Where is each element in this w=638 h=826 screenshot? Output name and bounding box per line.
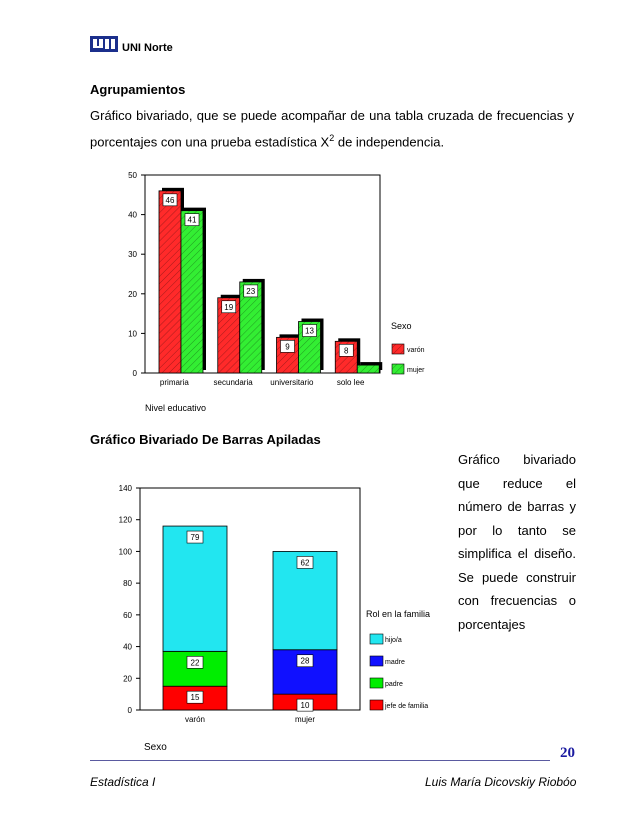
paragraph-line: Gráfico bivariado, que se puede acompañar de una tabla cruzada de frecuencias y — [90, 108, 574, 123]
legend-label: padre — [385, 681, 403, 688]
legend-swatch — [392, 344, 404, 354]
chart-clustered-bar — [115, 165, 445, 415]
data-label: 46 — [165, 195, 175, 205]
y-tick-label: 40 — [123, 642, 132, 652]
footer-course: Estadística I — [90, 775, 156, 789]
y-tick-label: 140 — [118, 484, 132, 493]
data-label: 8 — [344, 346, 349, 356]
data-label: 62 — [300, 558, 310, 568]
side-paragraph-line: por lo tanto se — [458, 522, 576, 538]
legend-swatch — [370, 656, 383, 666]
header-org: UNI Norte — [122, 42, 173, 54]
legend-label: hijo/a — [385, 637, 402, 644]
legend-title: Rol en la familia — [366, 609, 431, 619]
section1-paragraph — [90, 104, 574, 153]
footer-author: Luis María Dicovskiy Riobóo — [425, 775, 577, 789]
x-tick-label: universitario — [270, 378, 314, 387]
y-tick-label: 20 — [123, 674, 132, 684]
paragraph-text: de independencia. — [334, 134, 445, 150]
side-paragraph-line: porcentajes — [458, 616, 526, 632]
y-tick-label: 80 — [123, 579, 132, 589]
bar — [357, 365, 379, 373]
side-paragraph-line: con frecuencias o — [458, 593, 576, 608]
section-heading-stacked-bars: Gráfico Bivariado De Barras Apiladas — [90, 432, 321, 447]
y-tick-label: 120 — [118, 515, 132, 525]
bar — [181, 211, 203, 373]
data-label: 9 — [285, 342, 290, 352]
x-tick-label: primaria — [159, 378, 189, 387]
side-paragraph-line: que reduce el — [458, 475, 576, 491]
bar — [159, 191, 181, 373]
legend-label: varón — [407, 347, 425, 354]
uni-logo-icon — [90, 36, 118, 52]
side-paragraph-line: Gráfico bivariado — [458, 452, 576, 467]
chart-stacked-bar — [108, 480, 453, 752]
y-tick-label: 40 — [128, 210, 137, 220]
x-axis-label: Nivel educativo — [145, 403, 207, 413]
section-heading-agrupamientos: Agrupamientos — [90, 82, 186, 97]
y-tick-label: 20 — [128, 289, 137, 299]
side-paragraph-line: Se puede construir — [458, 569, 576, 585]
legend-swatch — [370, 678, 383, 688]
page-number: 20 — [560, 745, 575, 761]
data-label: 10 — [300, 701, 310, 711]
data-label: 23 — [246, 286, 256, 296]
y-tick-label: 10 — [128, 329, 137, 339]
legend-swatch — [392, 364, 404, 374]
superscript: 2 — [329, 133, 335, 143]
side-paragraph-line: número de barras y — [458, 499, 576, 514]
legend-swatch — [370, 634, 383, 644]
data-label: 13 — [305, 326, 314, 336]
data-label: 41 — [187, 215, 197, 225]
x-tick-label: solo lee — [336, 378, 365, 387]
paragraph-text: porcentajes con una prueba estadística X — [90, 134, 330, 150]
paragraph-line — [90, 127, 574, 153]
y-tick-label: 30 — [128, 250, 137, 260]
y-tick-label: 100 — [118, 547, 132, 557]
y-tick-label: 0 — [127, 706, 132, 715]
data-label: 15 — [190, 693, 200, 703]
data-label: 19 — [224, 302, 234, 312]
y-tick-label: 50 — [128, 171, 137, 180]
x-tick-label: mujer — [294, 715, 316, 724]
side-paragraph-line: simplifica el diseño. — [458, 546, 576, 561]
x-tick-label: secundaria — [213, 378, 253, 387]
data-label: 79 — [190, 533, 200, 543]
uni-logo — [90, 36, 118, 52]
y-tick-label: 60 — [123, 610, 132, 620]
legend-label: madre — [385, 659, 405, 666]
x-tick-label: varón — [184, 715, 206, 724]
legend-title: Sexo — [391, 321, 412, 331]
y-tick-label: 0 — [132, 369, 137, 378]
data-label: 28 — [300, 656, 310, 666]
legend-label: mujer — [407, 367, 425, 374]
data-label: 22 — [190, 658, 200, 668]
footer-divider — [90, 760, 550, 761]
side-paragraph — [458, 448, 576, 636]
legend-swatch — [370, 700, 383, 710]
legend-label: jefe de familia — [385, 703, 429, 710]
bar-segment — [163, 526, 227, 651]
x-axis-label: Sexo — [144, 742, 167, 752]
